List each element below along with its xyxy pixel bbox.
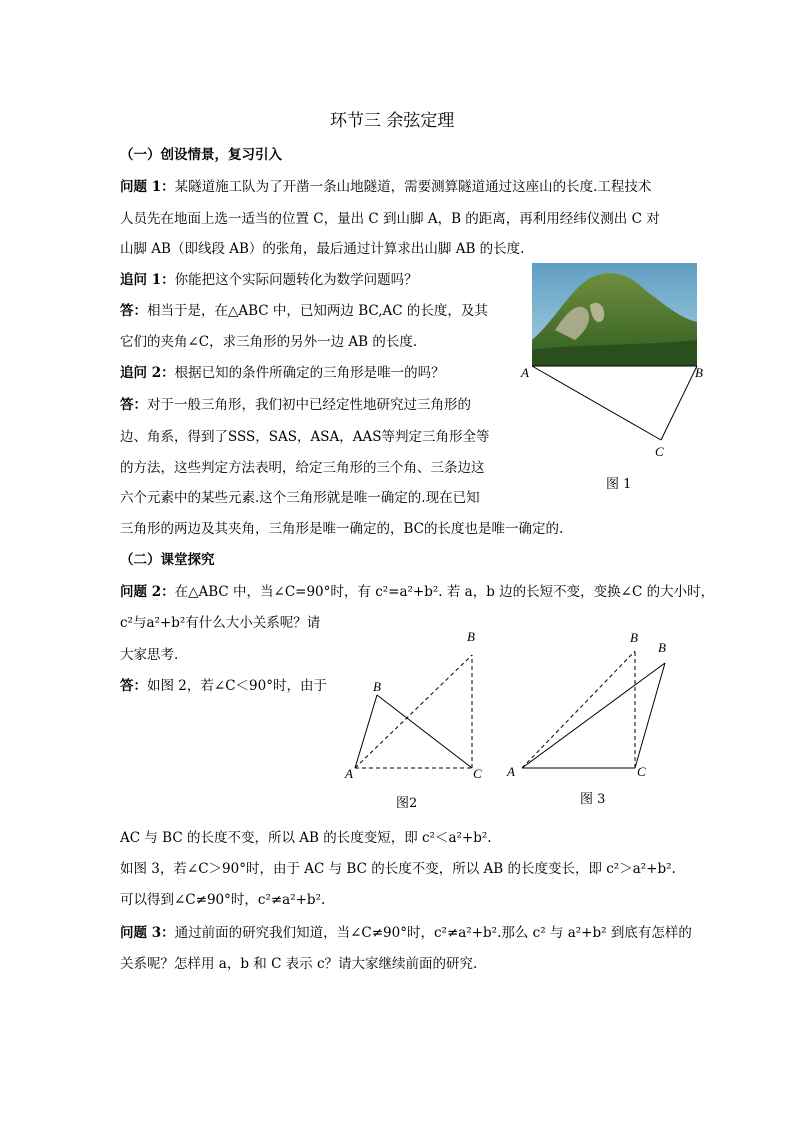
section-heading-1: （一）创设情景，复习引入 — [120, 147, 282, 163]
answer-2-line-4: 六个元素中的某些元素.这个三角形就是唯一确定的.现在已知 — [120, 490, 480, 506]
followup-2-label: 追问 2： — [120, 365, 175, 381]
answer-1-label: 答： — [120, 303, 147, 319]
vertex-label-a: A — [507, 764, 515, 779]
followup-2 — [120, 364, 445, 382]
figure-3 — [500, 625, 690, 785]
figure-1-caption: 图 1 — [606, 477, 632, 492]
question-2-line-1 — [120, 583, 714, 601]
segment-ab-right-dashed — [522, 651, 635, 768]
answer-3-line-1 — [120, 677, 327, 695]
question-1-line-2: 人员先在地面上选一适当的位置 C，量出 C 到山脚 A，B 的距离，再利用经纬仪测出 C 对 — [120, 211, 660, 227]
answer-2-line-5: 三角形的两边及其夹角，三角形是唯一确定的，BC的长度也是唯一确定的. — [120, 521, 564, 537]
mountain-photo — [532, 263, 697, 366]
question-1-text: 某隧道施工队为了开凿一条山地隧道，需要测算隧道通过这座山的长度.工程技术 — [174, 179, 652, 195]
question-3-line-2: 关系呢？怎样用 a，b 和 C 表示 c？请大家继续前面的研究. — [120, 956, 478, 972]
vertex-label-b: B — [695, 365, 703, 380]
vertex-label-a: A — [345, 766, 353, 781]
question-2-line-3: 大家思考. — [120, 647, 179, 663]
figure-2 — [340, 625, 500, 790]
answer-1-line-1 — [120, 302, 488, 320]
triangle-abc — [532, 366, 697, 440]
vertex-label-b-right: B — [467, 629, 475, 644]
segment-bc-acute — [377, 695, 472, 768]
segment-ab-right-dashed — [355, 655, 472, 768]
answer-2-line-3: 的方法，这些判定方法表明，给定三角形的三个角、三条边这 — [120, 460, 485, 476]
answer-3-line-3: 如图 3，若∠C＞90°时，由于 AC 与 BC 的长度不变，所以 AB 的长度变长，即 c²＞a²+b². — [120, 861, 676, 877]
question-3-label: 问题 3： — [120, 925, 175, 941]
question-1-line-3: 山脚 AB（即线段 AB）的张角，最后通过计算求出山脚 AB 的长度. — [120, 241, 525, 257]
answer-2-text: 对于一般三角形，我们初中已经定性地研究过三角形的 — [147, 397, 471, 413]
vertex-label-c: C — [637, 764, 646, 779]
followup-2-text: 根据已知的条件所确定的三角形是唯一的吗？ — [174, 365, 445, 381]
question-3-line-1 — [120, 924, 692, 942]
question-1-line-1 — [120, 178, 651, 196]
question-3-text: 通过前面的研究我们知道，当∠C≠90°时，c²≠a²+b².那么 c² 与 a²+b² 到底有怎样的 — [174, 925, 692, 941]
followup-1-label: 追问 1： — [120, 272, 175, 288]
answer-3-text: 如图 2，若∠C＜90°时，由于 — [147, 678, 327, 694]
answer-1-text: 相当于是，在△ABC 中，已知两边 BC,AC 的长度，及其 — [147, 303, 488, 319]
answer-2-line-1 — [120, 396, 471, 414]
section-heading-2: （二）课堂探究 — [120, 552, 215, 568]
answer-3-label: 答： — [120, 678, 147, 694]
vertex-label-c: C — [473, 766, 482, 781]
vertex-label-b-obtuse: B — [658, 640, 666, 655]
segment-bc-obtuse — [635, 663, 665, 768]
vertex-label-b-right: B — [630, 630, 638, 645]
page-title: 环节三 余弦定理 — [330, 111, 455, 131]
vertex-label-a: A — [521, 365, 529, 380]
question-2-line-2: c²与a²+b²有什么大小关系呢？请 — [120, 615, 321, 631]
answer-1-line-2: 它们的夹角∠C，求三角形的另外一边 AB 的长度. — [120, 334, 418, 350]
answer-2-line-2: 边、角系，得到了SSS，SAS，ASA，AAS等判定三角形全等 — [120, 429, 490, 445]
answer-3-line-4: 可以得到∠C≠90°时，c²≠a²+b². — [120, 892, 326, 908]
figure-2-caption: 图2 — [396, 796, 418, 811]
question-1-label: 问题 1： — [120, 179, 175, 195]
question-2-label: 问题 2： — [120, 584, 175, 600]
segment-bc — [661, 366, 697, 440]
vertex-label-b-acute: B — [373, 679, 381, 694]
answer-2-label: 答： — [120, 397, 147, 413]
answer-3-line-2: AC 与 BC 的长度不变，所以 AB 的长度变短，即 c²＜a²+b². — [120, 830, 492, 846]
segment-ac — [532, 366, 661, 440]
figure-1 — [515, 260, 715, 495]
followup-1-text: 你能把这个实际问题转化为数学问题吗？ — [174, 272, 418, 288]
figure-3-caption: 图 3 — [580, 792, 606, 807]
question-2-text: 在△ABC 中，当∠C=90°时，有 c²=a²+b². 若 a，b 边的长短不变，变换∠C 的大小时， — [174, 584, 715, 600]
vertex-label-c: C — [655, 444, 664, 459]
segment-ab-obtuse — [522, 663, 665, 768]
followup-1 — [120, 271, 418, 289]
